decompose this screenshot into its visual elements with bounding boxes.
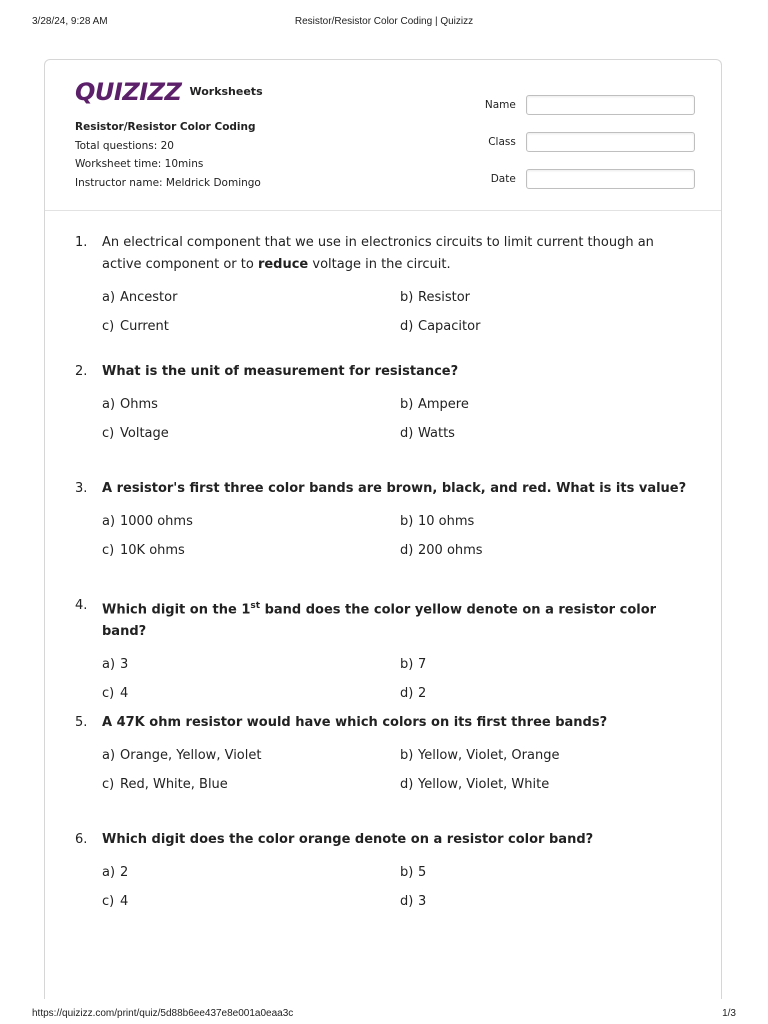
option-b: b) 5 [400, 865, 427, 880]
name-label: Name [484, 98, 516, 111]
class-row [475, 123, 695, 160]
worksheet-title: Resistor/Resistor Color Coding [75, 121, 256, 133]
option-a: a) 2 [102, 865, 129, 880]
instructor-name: Instructor name: Meldrick Domingo [75, 176, 261, 189]
option-d: d) Capacitor [400, 319, 481, 334]
option-c: c) Red, White, Blue [102, 777, 228, 792]
option-a: a) 1000 ohms [102, 514, 193, 529]
option-c: c) Current [102, 319, 169, 334]
option-c: c) 4 [102, 894, 129, 909]
question-number: 1. [75, 235, 88, 250]
date-field[interactable] [526, 169, 695, 189]
option-c: c) 10K ohms [102, 543, 185, 558]
option-d: d) 2 [400, 686, 427, 702]
question-3 [75, 478, 695, 595]
option-b: b) Yellow, Violet, Orange [400, 748, 560, 763]
class-field[interactable] [526, 132, 695, 152]
question-1 [75, 232, 695, 361]
option-d: d) Yellow, Violet, White [400, 777, 550, 792]
question-text: A 47K ohm resistor would have which colors on its first three bands? [102, 715, 608, 730]
question-4 [75, 595, 695, 712]
option-c: c) Voltage [102, 426, 169, 441]
question-number: 3. [75, 481, 88, 496]
student-fields [475, 86, 695, 197]
question-5 [75, 712, 695, 829]
option-a: a) Ohms [102, 397, 158, 412]
print-datetime: 3/28/24, 9:28 AM [32, 16, 108, 27]
answer-options [102, 288, 695, 337]
page-number: 1/3 [722, 1008, 736, 1019]
answer-options [102, 655, 695, 704]
option-a: a) Ancestor [102, 290, 178, 305]
option-d: d) 200 ohms [400, 543, 483, 558]
question-number: 5. [75, 715, 88, 730]
worksheet-meta [75, 118, 261, 192]
date-label: Date [490, 172, 516, 185]
date-row [475, 160, 695, 197]
total-questions: Total questions: 20 [75, 139, 174, 152]
question-text: Which digit on the 1st band does the color yellow denote on a resistor color band? [102, 601, 657, 640]
question-2 [75, 361, 695, 478]
option-b: b) Ampere [400, 397, 469, 412]
name-field[interactable] [526, 95, 695, 115]
question-list [75, 232, 695, 912]
answer-options [102, 863, 695, 912]
option-c: c) 4 [102, 686, 129, 702]
question-text: A resistor's first three color bands are brown, black, and red. What is its value? [102, 481, 687, 496]
answer-options [102, 395, 695, 444]
answer-options [102, 512, 695, 561]
question-number: 2. [75, 364, 88, 379]
question-number: 4. [75, 598, 88, 613]
quizizz-logo [75, 78, 263, 106]
class-label: Class [488, 135, 516, 148]
print-page-title: Resistor/Resistor Color Coding | Quizizz [294, 16, 474, 27]
logo-wordmark: QUIZIZZ [75, 78, 182, 106]
question-text: What is the unit of measurement for resistance? [102, 364, 459, 379]
option-a: a) Orange, Yellow, Violet [102, 748, 262, 763]
question-number: 6. [75, 832, 88, 847]
question-text: Which digit does the color orange denote on a resistor color band? [102, 832, 594, 847]
worksheet-header [45, 60, 721, 211]
logo-product-label: Worksheets [189, 85, 263, 98]
option-b: b) Resistor [400, 290, 470, 305]
worksheet-time: Worksheet time: 10mins [75, 158, 204, 170]
worksheet [44, 59, 722, 999]
print-url: https://quizizz.com/print/quiz/5d88b6ee437e8e001a0eaa3c [32, 1008, 294, 1019]
option-a: a) 3 [102, 657, 129, 673]
question-text: An electrical component that we use in electronics circuits to limit current though an active component or to reduce voltage in the circuit. [102, 235, 654, 272]
question-6 [75, 829, 695, 912]
option-b: b) 10 ohms [400, 514, 475, 529]
answer-options [102, 746, 695, 795]
option-b: b) 7 [400, 657, 427, 673]
option-d: d) 3 [400, 894, 427, 909]
name-row [475, 86, 695, 123]
option-d: d) Watts [400, 426, 455, 441]
